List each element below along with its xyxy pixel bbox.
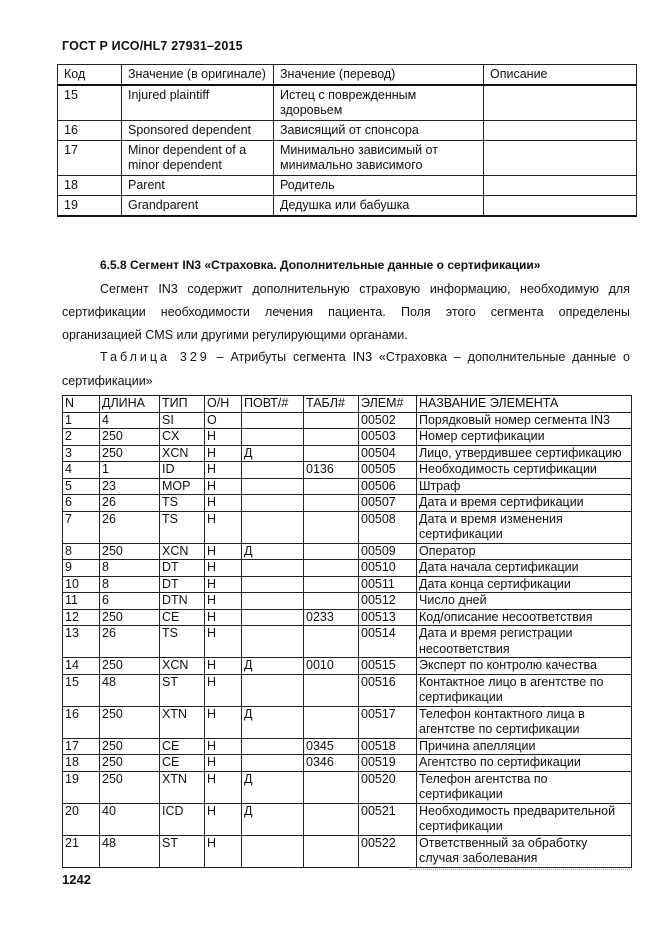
table-cell-code: 16	[58, 121, 122, 141]
table-cell-tbl	[304, 576, 359, 593]
table-cell-elem: 00513	[359, 609, 417, 626]
table-cell-tbl	[304, 674, 359, 706]
table-cell-n: 19	[63, 771, 100, 803]
table-cell-rep	[242, 755, 304, 772]
table-cell-opt: Н	[205, 626, 242, 658]
column-header: ТАБЛ#	[304, 396, 359, 413]
table-cell-n: 2	[63, 429, 100, 446]
table-cell-elem: 00507	[359, 495, 417, 512]
table-cell-rep	[242, 560, 304, 577]
table-cell-elem: 00522	[359, 835, 417, 867]
table-header-row	[58, 65, 637, 86]
column-header: N	[63, 396, 100, 413]
table-cell-elem: 00505	[359, 462, 417, 479]
table-row	[63, 478, 632, 495]
table-cell-opt: Н	[205, 543, 242, 560]
table-cell-rep	[242, 835, 304, 867]
table-cell-type: ID	[160, 462, 205, 479]
table-cell-code: 17	[58, 141, 122, 176]
table-cell-name: Дата начала сертификации	[417, 560, 632, 577]
table-row	[63, 835, 632, 867]
table-row	[63, 609, 632, 626]
table-cell-tbl	[304, 429, 359, 446]
table-row	[63, 626, 632, 658]
table-row	[63, 803, 632, 835]
table-cell-rep	[242, 609, 304, 626]
table-cell-code: 18	[58, 176, 122, 196]
table-cell-type: XTN	[160, 771, 205, 803]
table-cell-opt: Н	[205, 803, 242, 835]
column-header: НАЗВАНИЕ ЭЛЕМЕНТА	[417, 396, 632, 413]
table-cell-name: Штраф	[417, 478, 632, 495]
table-cell-len: 48	[100, 674, 160, 706]
table-row	[63, 738, 632, 755]
table-row	[63, 412, 632, 429]
table-cell-desc	[484, 141, 637, 176]
table-cell-tbl	[304, 511, 359, 543]
table-cell-name: Код/описание несоответствия	[417, 609, 632, 626]
table-cell-len: 250	[100, 658, 160, 675]
table-cell-elem: 00515	[359, 658, 417, 675]
table-cell-rep	[242, 478, 304, 495]
table-cell-elem: 00520	[359, 771, 417, 803]
table-cell-len: 8	[100, 560, 160, 577]
table-row	[63, 674, 632, 706]
table-row	[63, 445, 632, 462]
table-cell-type: XCN	[160, 445, 205, 462]
table-cell-n: 13	[63, 626, 100, 658]
table-cell-orig: Parent	[122, 176, 274, 196]
table-cell-opt: Н	[205, 706, 242, 738]
table-row	[63, 543, 632, 560]
table-cell-name: Агентство по сертификации	[417, 755, 632, 772]
table-cell-code: 15	[58, 85, 122, 121]
table-cell-name: Дата и время изменения сертификации	[417, 511, 632, 543]
table-cell-opt: Н	[205, 658, 242, 675]
table-cell-type: DTN	[160, 593, 205, 610]
table-cell-orig: Injured plaintiff	[122, 85, 274, 121]
table-cell-tbl	[304, 706, 359, 738]
table-cell-tbl: 0233	[304, 609, 359, 626]
table-cell-orig: Sponsored dependent	[122, 121, 274, 141]
table-cell-desc	[484, 85, 637, 121]
table-cell-n: 21	[63, 835, 100, 867]
table-cell-rep: Д	[242, 706, 304, 738]
table-cell-len: 26	[100, 511, 160, 543]
table-cell-type: SI	[160, 412, 205, 429]
table-cell-type: CE	[160, 738, 205, 755]
table-cell-type: CE	[160, 755, 205, 772]
table-cell-n: 10	[63, 576, 100, 593]
table-cell-rep	[242, 626, 304, 658]
table-cell-n: 14	[63, 658, 100, 675]
column-header: Код	[58, 65, 122, 86]
document-header: ГОСТ Р ИСО/HL7 27931–2015	[62, 39, 243, 53]
table-cell-opt: Н	[205, 755, 242, 772]
table-cell-type: MOP	[160, 478, 205, 495]
table-cell-name: Эксперт по контролю качества	[417, 658, 632, 675]
table-cell-len: 250	[100, 429, 160, 446]
table-cell-name: Контактное лицо в агентстве по сертификации	[417, 674, 632, 706]
table-cell-type: CE	[160, 609, 205, 626]
table-cell-type: ST	[160, 674, 205, 706]
table-cell-rep	[242, 429, 304, 446]
table-cell-tbl	[304, 803, 359, 835]
footer-rule	[410, 869, 632, 870]
table-cell-type: TS	[160, 626, 205, 658]
table-row	[63, 658, 632, 675]
table-cell-elem: 00517	[359, 706, 417, 738]
column-header: Описание	[484, 65, 637, 86]
table-row	[58, 121, 637, 141]
table-cell-type: ST	[160, 835, 205, 867]
table-cell-name: Дата конца сертификации	[417, 576, 632, 593]
table-cell-rep	[242, 511, 304, 543]
table-cell-tbl	[304, 478, 359, 495]
table-cell-name: Телефон агентства по сертификации	[417, 771, 632, 803]
table-cell-n: 11	[63, 593, 100, 610]
table-cell-rep: Д	[242, 803, 304, 835]
table-row	[58, 196, 637, 217]
table-cell-name: Число дней	[417, 593, 632, 610]
table-cell-elem: 00521	[359, 803, 417, 835]
table-cell-len: 23	[100, 478, 160, 495]
table-cell-type: XCN	[160, 543, 205, 560]
table-cell-elem: 00509	[359, 543, 417, 560]
table-cell-type: XTN	[160, 706, 205, 738]
table-row	[63, 560, 632, 577]
table-cell-tbl	[304, 543, 359, 560]
table-cell-opt: Н	[205, 462, 242, 479]
table-cell-len: 250	[100, 755, 160, 772]
table-row	[63, 771, 632, 803]
table-cell-orig: Grandparent	[122, 196, 274, 217]
table-cell-type: DT	[160, 560, 205, 577]
table-cell-n: 6	[63, 495, 100, 512]
table-cell-code: 19	[58, 196, 122, 217]
table-cell-opt: Н	[205, 835, 242, 867]
table-cell-opt: Н	[205, 576, 242, 593]
table-cell-elem: 00511	[359, 576, 417, 593]
table-cell-rep: Д	[242, 658, 304, 675]
table-cell-tbl	[304, 412, 359, 429]
table-cell-tbl	[304, 560, 359, 577]
table-caption	[62, 345, 630, 393]
table-cell-name: Телефон контактного лица в агентстве по сертификации	[417, 706, 632, 738]
table-cell-name: Номер сертификации	[417, 429, 632, 446]
table-cell-tbl	[304, 771, 359, 803]
table-cell-desc	[484, 196, 637, 217]
table-cell-rep	[242, 462, 304, 479]
table-cell-n: 15	[63, 674, 100, 706]
table-cell-len: 26	[100, 626, 160, 658]
table-cell-len: 250	[100, 706, 160, 738]
table-cell-rep: Д	[242, 771, 304, 803]
table-cell-elem: 00514	[359, 626, 417, 658]
table-cell-len: 250	[100, 445, 160, 462]
table-cell-opt: Н	[205, 609, 242, 626]
table-cell-n: 1	[63, 412, 100, 429]
table-cell-len: 48	[100, 835, 160, 867]
table-cell-type: TS	[160, 495, 205, 512]
table-cell-name: Причина апелляции	[417, 738, 632, 755]
caption-text: – Атрибуты сегмента IN3 «Страховка – дополнительные данные о сертификации»	[62, 350, 631, 388]
table-cell-name: Дата и время регистрации несоответствия	[417, 626, 632, 658]
column-header: Значение (в оригинале)	[122, 65, 274, 86]
table-row	[63, 755, 632, 772]
table-cell-tbl: 0345	[304, 738, 359, 755]
table-row	[63, 462, 632, 479]
table-cell-len: 250	[100, 609, 160, 626]
table-cell-n: 7	[63, 511, 100, 543]
table-cell-trans: Истец с поврежденным здоровьем	[274, 85, 484, 121]
table-cell-opt: Н	[205, 445, 242, 462]
table-cell-rep	[242, 674, 304, 706]
table-cell-elem: 00519	[359, 755, 417, 772]
table-cell-elem: 00510	[359, 560, 417, 577]
table-cell-len: 250	[100, 771, 160, 803]
table-cell-name: Необходимость предварительной сертификации	[417, 803, 632, 835]
table-cell-tbl	[304, 445, 359, 462]
table-cell-len: 250	[100, 543, 160, 560]
table-cell-type: TS	[160, 511, 205, 543]
table-cell-n: 5	[63, 478, 100, 495]
table-cell-opt: Н	[205, 495, 242, 512]
table-cell-tbl: 0010	[304, 658, 359, 675]
table-cell-name: Лицо, утвердившее сертификацию	[417, 445, 632, 462]
table-cell-name: Ответственный за обработку случая заболевания	[417, 835, 632, 867]
table-cell-elem: 00508	[359, 511, 417, 543]
table-cell-elem: 00503	[359, 429, 417, 446]
table-cell-opt: Н	[205, 429, 242, 446]
column-header: О/Н	[205, 396, 242, 413]
table-row	[58, 85, 637, 121]
table-cell-elem: 00518	[359, 738, 417, 755]
table-row	[63, 706, 632, 738]
table-cell-rep: Д	[242, 543, 304, 560]
column-header: ПОВТ/#	[242, 396, 304, 413]
table-cell-rep	[242, 738, 304, 755]
table-cell-tbl: 0136	[304, 462, 359, 479]
table-cell-opt: Н	[205, 511, 242, 543]
table-cell-opt: Н	[205, 738, 242, 755]
body-paragraph: Сегмент IN3 содержит дополнительную страховую информацию, необходимую для сертификации необходимости лечения пациента. Поля этого сегмента определены организацией CMS или другими регулирующими органами.	[62, 282, 630, 342]
table-header-row	[63, 396, 632, 413]
table-row	[58, 141, 637, 176]
table-cell-opt: Н	[205, 593, 242, 610]
table-cell-opt: Н	[205, 560, 242, 577]
table-cell-type: ICD	[160, 803, 205, 835]
column-header: ТИП	[160, 396, 205, 413]
table-cell-opt: О	[205, 412, 242, 429]
page-number: 1242	[62, 872, 91, 887]
table-cell-opt: Н	[205, 478, 242, 495]
table-cell-name: Порядковый номер сегмента IN3	[417, 412, 632, 429]
table-cell-opt: Н	[205, 771, 242, 803]
table-cell-trans: Дедушка или бабушка	[274, 196, 484, 217]
table-row	[63, 576, 632, 593]
table-cell-n: 3	[63, 445, 100, 462]
table-cell-elem: 00504	[359, 445, 417, 462]
table-cell-name: Оператор	[417, 543, 632, 560]
table-cell-tbl	[304, 593, 359, 610]
table-row	[63, 495, 632, 512]
table-cell-type: XCN	[160, 658, 205, 675]
table-cell-rep	[242, 593, 304, 610]
table-cell-tbl	[304, 626, 359, 658]
table-cell-elem: 00502	[359, 412, 417, 429]
table-cell-tbl	[304, 835, 359, 867]
table-cell-len: 6	[100, 593, 160, 610]
table-cell-len: 4	[100, 412, 160, 429]
table-row	[63, 511, 632, 543]
table-cell-trans: Зависящий от спонсора	[274, 121, 484, 141]
table-cell-len: 8	[100, 576, 160, 593]
table-cell-elem: 00512	[359, 593, 417, 610]
table-cell-len: 26	[100, 495, 160, 512]
table-cell-rep	[242, 412, 304, 429]
column-header: Значение (перевод)	[274, 65, 484, 86]
table-cell-n: 17	[63, 738, 100, 755]
table-cell-rep	[242, 495, 304, 512]
column-header: ЭЛЕМ#	[359, 396, 417, 413]
table-cell-len: 250	[100, 738, 160, 755]
table-cell-elem: 00506	[359, 478, 417, 495]
table-cell-desc	[484, 121, 637, 141]
table-cell-n: 20	[63, 803, 100, 835]
table-row	[63, 593, 632, 610]
table-cell-n: 8	[63, 543, 100, 560]
table-cell-type: CX	[160, 429, 205, 446]
table-row	[63, 429, 632, 446]
table-cell-n: 9	[63, 560, 100, 577]
table-cell-n: 16	[63, 706, 100, 738]
table-cell-trans: Родитель	[274, 176, 484, 196]
table-cell-opt: Н	[205, 674, 242, 706]
table-cell-len: 40	[100, 803, 160, 835]
table-row	[58, 176, 637, 196]
table-cell-tbl	[304, 495, 359, 512]
caption-label: Таблица 329	[100, 350, 210, 364]
table-cell-len: 1	[100, 462, 160, 479]
column-header: ДЛИНА	[100, 396, 160, 413]
table-cell-n: 4	[63, 462, 100, 479]
table-cell-trans: Минимально зависимый от минимально зависимого	[274, 141, 484, 176]
table-cell-orig: Minor dependent of a minor dependent	[122, 141, 274, 176]
table-cell-name: Дата и время сертификации	[417, 495, 632, 512]
segment-attributes-table	[62, 395, 632, 868]
section-heading: 6.5.8 Сегмент IN3 «Страховка. Дополнительные данные о сертификации»	[100, 258, 541, 272]
code-value-table	[57, 64, 637, 217]
table-cell-n: 18	[63, 755, 100, 772]
table-cell-tbl: 0346	[304, 755, 359, 772]
table-cell-rep	[242, 576, 304, 593]
table-cell-name: Необходимость сертификации	[417, 462, 632, 479]
table-cell-n: 12	[63, 609, 100, 626]
table-cell-desc	[484, 176, 637, 196]
table-cell-rep: Д	[242, 445, 304, 462]
table-cell-type: DT	[160, 576, 205, 593]
table-cell-elem: 00516	[359, 674, 417, 706]
